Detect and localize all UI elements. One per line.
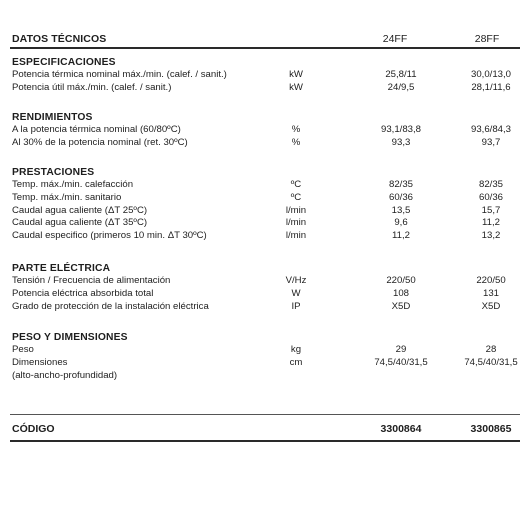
table-row <box>12 69 522 82</box>
row-unit: kW <box>289 81 303 93</box>
row-unit: cm <box>289 356 303 368</box>
code-value-28ff: 3300865 <box>470 423 512 435</box>
row-label: Temp. máx./min. calefacción <box>12 179 134 190</box>
row-label: Al 30% de la potencia nominal (ret. 30ºC) <box>12 136 188 148</box>
row-unit: l/min <box>285 204 307 216</box>
row-label: (alto-ancho-profundidad) <box>12 369 118 381</box>
row-label: Peso <box>12 344 34 355</box>
row-value-28ff: 28,1/11,6 <box>471 81 511 93</box>
section-title: RENDIMIENTOS <box>12 112 93 123</box>
row-value-24ff: 220/50 <box>386 275 416 286</box>
row-value-28ff: 93,7 <box>481 136 501 148</box>
table-row <box>12 301 522 314</box>
row-value-24ff: 74,5/40/31,5 <box>374 356 428 368</box>
model-header-1: 24FF <box>382 33 408 45</box>
row-value-28ff: X5D <box>481 300 501 312</box>
row-label: Grado de protección de la instalación eléctrica <box>12 300 209 312</box>
row-unit: % <box>291 136 301 148</box>
table-row <box>12 344 522 357</box>
row-value-28ff: 13,2 <box>481 230 501 242</box>
row-value-28ff: 15,7 <box>481 204 501 216</box>
code-label: CÓDIGO <box>12 423 55 435</box>
code-row <box>12 422 522 436</box>
row-label: Dimensiones <box>12 356 68 368</box>
table-row <box>12 124 522 137</box>
row-label: Caudal agua caliente (ΔT 25ºC) <box>12 204 148 216</box>
row-unit: ºC <box>290 191 302 203</box>
section-title: PESO Y DIMENSIONES <box>12 332 128 343</box>
row-unit: ºC <box>290 179 302 190</box>
code-value-24ff: 3300864 <box>380 423 422 435</box>
row-value-28ff: 11,2 <box>482 217 500 229</box>
row-value-24ff: 24/9,5 <box>387 81 415 93</box>
row-unit: l/min <box>285 230 307 242</box>
table-row <box>12 137 522 150</box>
row-value-24ff: 9,6 <box>394 217 408 229</box>
table-row <box>12 217 522 230</box>
table-row <box>12 82 522 95</box>
section-rendimientos <box>12 111 522 150</box>
row-label: Tensión / Frecuencia de alimentación <box>12 275 171 286</box>
table-title: DATOS TÉCNICOS <box>12 33 107 45</box>
row-label: Temp. máx./min. sanitario <box>12 191 122 203</box>
row-label: Potencia eléctrica absorbida total <box>12 287 154 299</box>
model-header-2: 28FF <box>474 33 500 45</box>
section-parte-electrica <box>12 262 522 313</box>
row-unit: IP <box>291 300 301 312</box>
row-unit: kg <box>290 344 302 355</box>
footer-bottom-rule <box>10 440 520 442</box>
row-unit: % <box>291 124 301 135</box>
row-value-28ff: 220/50 <box>476 275 506 286</box>
row-value-24ff: 29 <box>395 344 407 355</box>
row-value-28ff: 93,6/84,3 <box>470 124 511 135</box>
table-row <box>12 230 522 243</box>
row-value-28ff: 74,5/40/31,5 <box>464 356 518 368</box>
row-value-24ff: 60/36 <box>388 191 413 203</box>
table-row <box>12 179 522 192</box>
row-unit: l/min <box>285 217 307 229</box>
table-row <box>12 192 522 205</box>
row-label: A la potencia térmica nominal (60/80ºC) <box>12 124 181 135</box>
row-value-24ff: 25,8/11 <box>385 69 417 80</box>
row-value-28ff: 131 <box>482 287 499 299</box>
footer-top-rule <box>10 414 520 415</box>
row-value-24ff: 82/35 <box>388 179 413 190</box>
row-label: Potencia útil máx./min. (calef. / sanit.) <box>12 81 172 93</box>
section-peso-dimensiones <box>12 331 522 382</box>
row-value-24ff: 93,1/83,8 <box>380 124 421 135</box>
table-row <box>12 275 522 288</box>
header-rule <box>10 47 520 49</box>
row-unit: W <box>291 287 301 299</box>
row-value-28ff: 60/36 <box>478 191 503 203</box>
row-label: Caudal especifico (primeros 10 min. ΔT 30ºC) <box>12 230 207 242</box>
row-value-28ff: 28 <box>485 344 497 355</box>
section-especificaciones <box>12 56 522 95</box>
section-prestaciones <box>12 166 522 243</box>
row-value-24ff: 108 <box>392 287 409 299</box>
row-label: Potencia térmica nominal máx./min. (calef. / sanit.) <box>12 69 227 80</box>
section-title: ESPECIFICACIONES <box>12 57 116 68</box>
row-unit: kW <box>289 69 303 80</box>
row-value-28ff: 30,0/13,0 <box>470 69 511 80</box>
row-value-28ff: 82/35 <box>478 179 503 190</box>
row-value-24ff: 93,3 <box>391 136 411 148</box>
row-value-24ff: 11,2 <box>392 230 410 242</box>
section-title: PARTE ELÉCTRICA <box>12 263 111 274</box>
table-row <box>12 370 522 383</box>
table-row <box>12 205 522 218</box>
table-row <box>12 288 522 301</box>
section-title: PRESTACIONES <box>12 167 95 178</box>
row-value-24ff: X5D <box>391 300 411 312</box>
table-row <box>12 357 522 370</box>
row-unit: V/Hz <box>285 275 307 286</box>
row-label: Caudal agua caliente (ΔT 35ºC) <box>12 217 148 229</box>
row-value-24ff: 13,5 <box>391 204 411 216</box>
